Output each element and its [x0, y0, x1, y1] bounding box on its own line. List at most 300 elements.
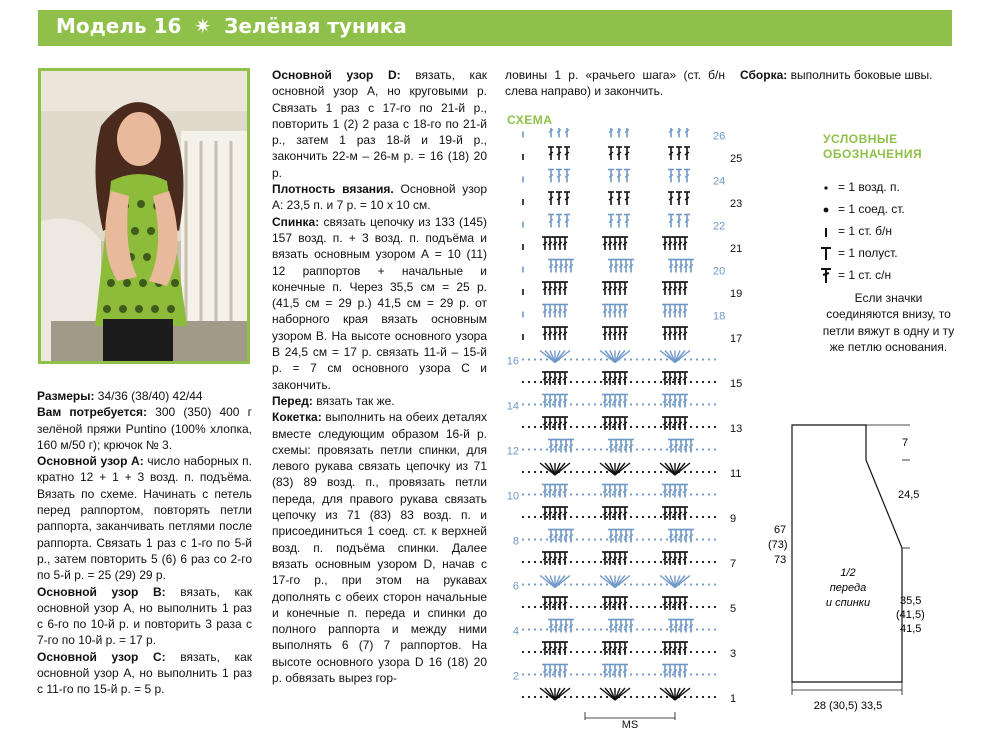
- chain-row: [666, 628, 668, 630]
- chain-row: [654, 403, 656, 405]
- row-number-right: 11: [730, 468, 742, 480]
- chain-row: [594, 471, 596, 473]
- chain-row: [528, 381, 530, 383]
- chain-row: [582, 471, 584, 473]
- pattern-c-paragraph: Основной узор С: вязать, как основной узор А, но выполнить 1 раз с 11-го по 15-й р. = 5 р.: [37, 649, 252, 697]
- chain-row: [648, 381, 650, 383]
- side-label-1: 35,5: [900, 595, 922, 607]
- chain-row: [654, 426, 656, 428]
- chain-row: [630, 358, 632, 360]
- chain-row: [528, 403, 530, 405]
- chain-row: [606, 381, 608, 383]
- row-number-left: 12: [506, 445, 519, 458]
- assembly-paragraph: Сборка: выполнить боковые швы.: [740, 68, 933, 82]
- chain-row: [552, 516, 554, 518]
- chain-row: [648, 403, 650, 405]
- piece-label-1: 1/2: [840, 567, 856, 579]
- crochet-chart: [505, 128, 760, 733]
- chain-row: [642, 493, 644, 495]
- chain-row: [654, 651, 656, 653]
- chain-row: [696, 673, 698, 675]
- chain-row: [702, 471, 704, 473]
- row-number-left: 8: [512, 535, 519, 548]
- chain-row: [696, 696, 698, 698]
- chain-row: [600, 538, 602, 540]
- chain-row: [714, 471, 716, 473]
- row-number-right: 1: [730, 693, 737, 705]
- legend-item-slip: = 1 соед. ст.: [818, 198, 958, 220]
- chain-row: [564, 583, 566, 585]
- chain-row: [534, 493, 536, 495]
- legend-note: Если значки соединяются внизу, то петли вяжут в одну и ту же петлю основания.: [822, 291, 955, 354]
- chain-row: [672, 606, 674, 608]
- chain-row: [600, 696, 602, 698]
- chain-row: [582, 651, 584, 653]
- chain-row: [528, 583, 530, 585]
- chain-row: [660, 628, 662, 630]
- chain-row: [678, 538, 680, 540]
- chain-row: [636, 516, 638, 518]
- chain-row: [612, 516, 614, 518]
- chain-row: [582, 448, 584, 450]
- chain-row: [672, 561, 674, 563]
- chain-row: [666, 583, 668, 585]
- chain-row: [528, 448, 530, 450]
- chain-row: [606, 516, 608, 518]
- chain-row: [690, 606, 692, 608]
- chain-row: [552, 403, 554, 405]
- yoke-paragraph: Кокетка: выполнить на обеих деталях вместе следующим образом 16-й р. схемы: провязать петли спинки, для левого рукава связать цепочку из 71 (83) 89 возд. п., провязать петли переда, для правого рукава связать цепочку из 71 (83) 83 возд. п. и присоединиться 1 соед. ст. к верхней возд. п. подъёма спинки. Далее вязать основным узором D, начав с 17-го р., при этом на рукавах дополнять с обеих сторон начальные и конечные п. переда и спинки до полного раппорта и между ними выполнять 6 (7) 7 раппортов. На высоте основного узора D 16 (18) 20 р. обвязать вырез гор-: [272, 410, 487, 685]
- chain-row: [594, 561, 596, 563]
- chain-row: [696, 426, 698, 428]
- chain-row: [696, 561, 698, 563]
- chain-row: [702, 561, 704, 563]
- chain-row: [576, 628, 578, 630]
- chain-row: [570, 696, 572, 698]
- chain-row: [588, 696, 590, 698]
- chain-row: [654, 493, 656, 495]
- chain-row: [696, 628, 698, 630]
- chain-row: [624, 696, 626, 698]
- chain-row: [660, 651, 662, 653]
- chain-row: [708, 471, 710, 473]
- chain-row: [642, 583, 644, 585]
- chain-row: [654, 471, 656, 473]
- chain-row: [684, 583, 686, 585]
- chain-row: [708, 426, 710, 428]
- row-number-right: 25: [730, 153, 743, 165]
- chain-row: [594, 583, 596, 585]
- chain-row: [576, 606, 578, 608]
- chain-row: [552, 606, 554, 608]
- chain-row: [708, 516, 710, 518]
- chain-row: [606, 561, 608, 563]
- chain-row: [714, 561, 716, 563]
- height-label-3: 73: [774, 554, 787, 566]
- chain-row: [666, 471, 668, 473]
- chain-row: [576, 651, 578, 653]
- chain-row: [648, 628, 650, 630]
- slope-label: 24,5: [898, 489, 920, 501]
- chain-row: [612, 493, 614, 495]
- chain-row: [546, 448, 548, 450]
- chain-row: [702, 651, 704, 653]
- chain-row: [714, 696, 716, 698]
- chain-row: [522, 673, 524, 675]
- side-label-2: (41,5): [896, 609, 925, 621]
- chain-row: [642, 516, 644, 518]
- chain-row: [648, 673, 650, 675]
- chain-row: [534, 696, 536, 698]
- row-number-right: 15: [730, 378, 743, 390]
- chain-row: [546, 606, 548, 608]
- row-number-inner: 18: [713, 310, 726, 323]
- chain-row: [540, 493, 542, 495]
- chain-row: [564, 358, 566, 360]
- chain-row: [648, 583, 650, 585]
- chain-row: [522, 358, 524, 360]
- chain-row: [582, 583, 584, 585]
- chain-row: [666, 606, 668, 608]
- chain-row: [636, 583, 638, 585]
- chain-row: [546, 583, 548, 585]
- chain-row: [660, 673, 662, 675]
- chain-row: [654, 606, 656, 608]
- chain-row: [582, 403, 584, 405]
- chain-row: [546, 696, 548, 698]
- chain-row: [600, 561, 602, 563]
- chain-row: [546, 651, 548, 653]
- chain-row: [666, 673, 668, 675]
- pattern-d-paragraph: Основной узор D: вязать, как основной узор А, но круговыми р. Связать 1 раз с 17-го по 21-й р., повторить 1 (2) 2 раза с 18-го по 21-й р., затем 1 раз 18-й и 19-й р., закончить 22-м – 26-м р. = 16 (18) 20 р.: [272, 68, 487, 180]
- chain-row: [702, 381, 704, 383]
- chain-row: [702, 426, 704, 428]
- chain-row: [690, 493, 692, 495]
- chain-row: [636, 448, 638, 450]
- chain-row: [636, 628, 638, 630]
- chain-row: [672, 673, 674, 675]
- chain-row: [714, 358, 716, 360]
- chain-row: [690, 673, 692, 675]
- chain-row: [642, 561, 644, 563]
- row-number-right: 9: [730, 513, 737, 525]
- chain-row: [636, 471, 638, 473]
- chain-row: [630, 381, 632, 383]
- side-label-3: 41,5: [900, 623, 922, 635]
- chain-row: [666, 493, 668, 495]
- chain-row: [534, 381, 536, 383]
- text-column-4: [740, 67, 955, 83]
- chain-row: [660, 358, 662, 360]
- pattern-outline: [792, 425, 902, 682]
- piece-label-3: и спинки: [825, 597, 871, 609]
- chain-row: [642, 651, 644, 653]
- chain-row: [696, 471, 698, 473]
- chain-row: [666, 561, 668, 563]
- chain-row: [660, 516, 662, 518]
- chain-row: [606, 538, 608, 540]
- chain-row: [690, 381, 692, 383]
- chain-row: [612, 561, 614, 563]
- half-double-crochet-icon: [818, 244, 834, 262]
- chain-row: [618, 628, 620, 630]
- chain-row: [540, 673, 542, 675]
- chain-row: [540, 471, 542, 473]
- chain-row: [690, 651, 692, 653]
- chain-row: [540, 516, 542, 518]
- chain-row: [702, 403, 704, 405]
- chain-row: [588, 471, 590, 473]
- chain-row: [630, 471, 632, 473]
- chain-row: [534, 606, 536, 608]
- chain-row: [666, 358, 668, 360]
- chain-row: [648, 606, 650, 608]
- chain-row: [630, 403, 632, 405]
- chain-row: [642, 673, 644, 675]
- chain-row: [696, 403, 698, 405]
- chain-row: [654, 358, 656, 360]
- chain-row: [612, 628, 614, 630]
- chain-row: [642, 471, 644, 473]
- chain-row: [576, 381, 578, 383]
- chain-row: [702, 448, 704, 450]
- chain-row: [576, 448, 578, 450]
- chain-row: [696, 493, 698, 495]
- chain-row: [546, 561, 548, 563]
- chain-row: [588, 628, 590, 630]
- chain-row: [672, 493, 674, 495]
- chain-row: [534, 628, 536, 630]
- chain-row: [606, 628, 608, 630]
- chain-row: [624, 358, 626, 360]
- chain-row: [648, 538, 650, 540]
- chain-row: [534, 583, 536, 585]
- chain-row: [702, 516, 704, 518]
- top-depth-label: 7: [902, 437, 909, 449]
- chain-row: [594, 516, 596, 518]
- chain-row: [588, 516, 590, 518]
- chain-row: [546, 516, 548, 518]
- chain-row: [630, 583, 632, 585]
- garment-pattern-diagram: [762, 420, 962, 720]
- row-number-left: 10: [506, 490, 519, 503]
- chain-row: [630, 516, 632, 518]
- chain-row: [660, 448, 662, 450]
- chain-row: [630, 426, 632, 428]
- chain-row: [594, 628, 596, 630]
- chain-row: [600, 583, 602, 585]
- chain-row: [642, 448, 644, 450]
- chain-row: [708, 628, 710, 630]
- chain-row: [600, 358, 602, 360]
- chain-row: [582, 673, 584, 675]
- chain-row: [690, 696, 692, 698]
- chain-row: [642, 696, 644, 698]
- chain-row: [588, 583, 590, 585]
- row-number-left: 14: [506, 400, 519, 413]
- chain-row: [708, 696, 710, 698]
- chain-row: [522, 561, 524, 563]
- chain-row: [636, 381, 638, 383]
- chain-row: [528, 628, 530, 630]
- title-banner: [38, 10, 952, 46]
- chain-row: [648, 696, 650, 698]
- chain-row: [612, 651, 614, 653]
- chain-row: [576, 471, 578, 473]
- chain-row: [528, 516, 530, 518]
- chain-row: [642, 426, 644, 428]
- chain-row: [540, 696, 542, 698]
- chain-row: [594, 403, 596, 405]
- sizes-paragraph: Размеры: 34/36 (38/40) 42/44: [37, 389, 203, 403]
- chain-row: [612, 381, 614, 383]
- chain-row: [534, 471, 536, 473]
- chain-row: [522, 651, 524, 653]
- chain-row: [636, 426, 638, 428]
- model-photo: [38, 68, 250, 364]
- chain-row: [528, 358, 530, 360]
- chain-row: [648, 561, 650, 563]
- chain-row: [570, 651, 572, 653]
- chain-row: [534, 538, 536, 540]
- row-number-inner: 24: [713, 175, 726, 188]
- chain-row: [714, 516, 716, 518]
- chain-row: [708, 606, 710, 608]
- chain-row: [702, 696, 704, 698]
- chain-row: [534, 651, 536, 653]
- chain-row: [594, 358, 596, 360]
- chain-row: [648, 358, 650, 360]
- chain-row: [570, 403, 572, 405]
- chain-row: [660, 381, 662, 383]
- chain-row: [558, 538, 560, 540]
- chain-row: [546, 426, 548, 428]
- chain-row: [594, 606, 596, 608]
- front-paragraph: Перед: вязать так же.: [272, 393, 395, 408]
- double-crochet-icon: [818, 266, 834, 284]
- chain-row: [690, 471, 692, 473]
- chain-row: [690, 516, 692, 518]
- chain-row: [558, 628, 560, 630]
- chain-row: [522, 426, 524, 428]
- chain-stitch-icon: [818, 178, 834, 196]
- chain-row: [654, 583, 656, 585]
- chain-row: [540, 583, 542, 585]
- chain-row: [564, 471, 566, 473]
- chain-row: [666, 381, 668, 383]
- chain-row: [552, 381, 554, 383]
- chain-row: [558, 448, 560, 450]
- chain-row: [702, 606, 704, 608]
- chain-row: [708, 493, 710, 495]
- chain-row: [540, 606, 542, 608]
- chain-row: [708, 358, 710, 360]
- chain-row: [570, 606, 572, 608]
- chain-row: [672, 426, 674, 428]
- chain-row: [714, 606, 716, 608]
- chain-row: [546, 471, 548, 473]
- chain-row: [534, 403, 536, 405]
- chain-row: [636, 538, 638, 540]
- chain-row: [600, 606, 602, 608]
- chain-row: [582, 493, 584, 495]
- chain-row: [588, 403, 590, 405]
- neckline-paragraph: ловины 1 р. «рачьего шага» (ст. б/н слева направо) и закончить.: [505, 68, 725, 99]
- chain-row: [600, 426, 602, 428]
- chain-row: [606, 673, 608, 675]
- chain-row: [594, 651, 596, 653]
- chain-row: [594, 448, 596, 450]
- chain-row: [642, 538, 644, 540]
- chain-row: [588, 448, 590, 450]
- chain-row: [600, 651, 602, 653]
- row-number-left: 2: [512, 670, 519, 683]
- chain-row: [714, 673, 716, 675]
- chain-row: [582, 381, 584, 383]
- chain-row: [708, 583, 710, 585]
- chain-row: [714, 403, 716, 405]
- chain-row: [540, 426, 542, 428]
- legend: [818, 176, 958, 286]
- chain-row: [654, 448, 656, 450]
- chain-row: [600, 448, 602, 450]
- row-number-inner: 20: [713, 265, 726, 278]
- chain-row: [522, 516, 524, 518]
- chain-row: [534, 426, 536, 428]
- chain-row: [660, 696, 662, 698]
- chain-row: [522, 471, 524, 473]
- chain-row: [624, 583, 626, 585]
- text-column-1: [37, 388, 252, 698]
- chain-row: [648, 493, 650, 495]
- chain-row: [708, 673, 710, 675]
- chain-row: [636, 493, 638, 495]
- chain-row: [696, 358, 698, 360]
- chain-row: [708, 561, 710, 563]
- chain-row: [654, 516, 656, 518]
- chain-row: [606, 583, 608, 585]
- chain-row: [540, 381, 542, 383]
- chain-row: [618, 448, 620, 450]
- chain-row: [708, 448, 710, 450]
- chain-row: [522, 538, 524, 540]
- chain-row: [636, 403, 638, 405]
- chain-row: [666, 696, 668, 698]
- chain-row: [684, 471, 686, 473]
- chain-row: [696, 651, 698, 653]
- chain-row: [546, 403, 548, 405]
- chain-row: [534, 561, 536, 563]
- chain-row: [690, 583, 692, 585]
- chain-row: [612, 426, 614, 428]
- chain-row: [600, 471, 602, 473]
- chain-row: [600, 381, 602, 383]
- chain-row: [636, 561, 638, 563]
- chain-row: [642, 358, 644, 360]
- chain-row: [552, 426, 554, 428]
- chain-row: [642, 381, 644, 383]
- chain-row: [570, 381, 572, 383]
- row-number-inner: 22: [713, 220, 726, 233]
- chain-row: [528, 426, 530, 428]
- chain-row: [576, 493, 578, 495]
- chain-row: [600, 493, 602, 495]
- chain-row: [666, 448, 668, 450]
- legend-title: УСЛОВНЫЕ ОБОЗНАЧЕНИЯ: [823, 132, 923, 161]
- chain-row: [708, 403, 710, 405]
- chain-row: [660, 583, 662, 585]
- model-number: Модель 16: [56, 14, 182, 38]
